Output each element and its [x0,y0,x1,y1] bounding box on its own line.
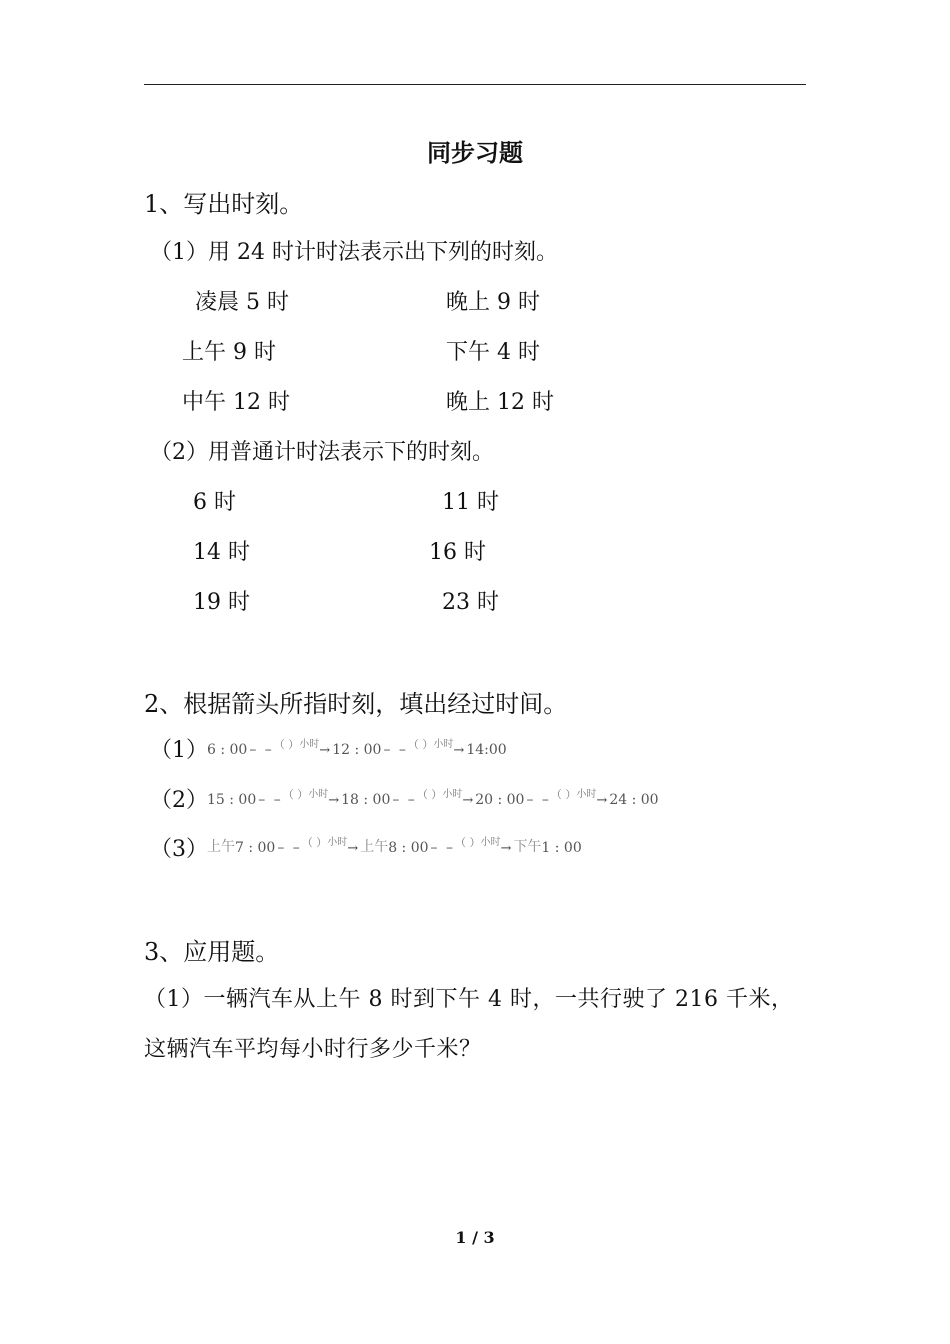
q1-part1-item: 上午 9 时 [182,340,276,365]
page-number: 1 / 3 [455,1228,495,1247]
time-prefix: 上午 [207,839,235,855]
q2-time-chain [207,788,659,808]
page-title: 同步习题 [427,138,523,167]
q1-part2-item: 23 时 [442,590,499,615]
duration-blank[interactable]: – – （ ） 小时 → [383,738,465,758]
q1-part1-label: （1）用 24 时计时法表示出下列的时刻。 [150,240,558,265]
time-value: 24 : 00 [609,792,659,808]
time-value: 15 : 00 [207,792,257,808]
time-prefix: 上午 [360,839,389,855]
q1-heading: 1、写出时刻。 [144,190,304,218]
time-value: 14:00 [466,742,507,758]
duration-blank[interactable]: – – （ ） 小时 → [258,788,340,808]
q1-part2-item: 14 时 [193,540,250,565]
duration-blank[interactable]: – – （ ） 小时 → [430,836,512,856]
duration-blank[interactable]: – – （ ） 小时 → [249,738,331,758]
time-value: 6 : 00 [207,742,248,758]
time-value: 12 : 00 [332,742,382,758]
q2-row-label: （3） [150,837,208,862]
q2-row-label: （2） [150,788,208,813]
arrow-right-icon: → [328,793,340,808]
q3-heading: 3、应用题。 [144,938,280,966]
time-value: 1 : 00 [541,840,582,856]
q1-part1-item: 凌晨 5 时 [195,290,289,315]
arrow-right-icon: → [462,793,474,808]
q1-part1-item: 晚上 12 时 [446,390,554,415]
time-value: 20 : 00 [475,792,525,808]
duration-blank[interactable]: – – （ ） 小时 → [392,788,474,808]
q1-part2-label: （2）用普通计时法表示下的时刻。 [150,440,494,465]
q2-time-chain [207,738,507,758]
q1-part1-item: 晚上 9 时 [446,290,540,315]
duration-blank[interactable]: – – （ ） 小时 → [526,788,608,808]
arrow-right-icon: → [319,743,331,758]
arrow-right-icon: → [347,841,359,856]
q1-part1-item: 下午 4 时 [446,340,540,365]
q2-row-label: （1） [150,738,208,763]
q2-heading: 2、根据箭头所指时刻，填出经过时间。 [144,690,568,718]
arrow-right-icon: → [596,793,608,808]
q3-problem-line: （1）一辆汽车从上午 8 时到下午 4 时，一共行驶了 216 千米， [144,987,794,1012]
time-prefix: 下午 [513,839,542,855]
q3-problem-line: 这辆汽车平均每小时行多少千米？ [144,1037,482,1062]
q1-part2-item: 11 时 [442,490,499,515]
time-value: 8 : 00 [388,840,429,856]
header-rule [144,84,806,85]
time-value: 18 : 00 [341,792,391,808]
q1-part2-item: 16 时 [429,540,486,565]
q1-part2-item: 19 时 [193,590,250,615]
arrow-right-icon: → [453,743,465,758]
q1-part2-item: 6 时 [193,490,236,515]
q2-time-chain [207,836,582,856]
time-value: 7 : 00 [235,840,276,856]
arrow-right-icon: → [500,841,512,856]
duration-blank[interactable]: – – （ ） 小时 → [277,836,359,856]
q1-part1-item: 中午 12 时 [182,390,290,415]
